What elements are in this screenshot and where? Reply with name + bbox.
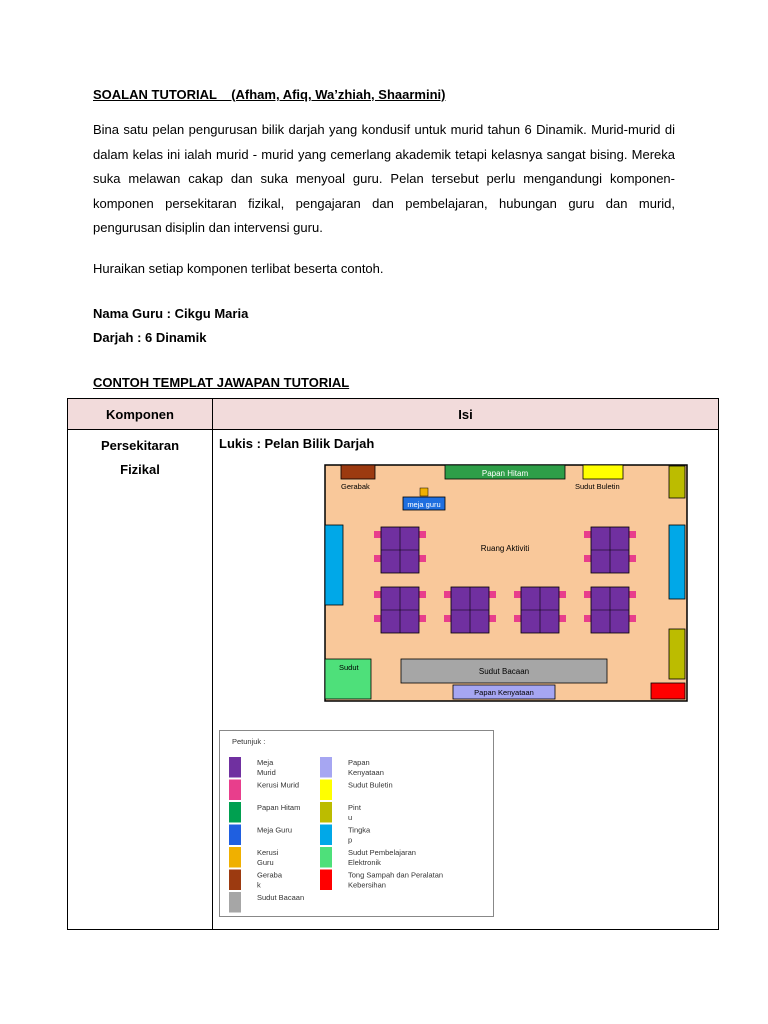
pintu-top (669, 466, 685, 498)
legend-label: Kerusi Murid (257, 780, 300, 790)
desk-cluster (584, 587, 636, 633)
legend-swatch (320, 870, 332, 891)
legend-swatch (229, 892, 241, 913)
papan-hitam-label: Papan Hitam (481, 469, 529, 478)
legend-swatch (320, 780, 332, 801)
legend-swatch (229, 870, 241, 891)
teacher-name: Nama Guru : Cikgu Maria (93, 306, 249, 321)
sudut-bacaan-label: Sudut Bacaan (478, 667, 530, 676)
tutorial-title: SOALAN TUTORIAL (Afham, Afiq, Wa’zhiah, Shaarmini) (93, 87, 446, 102)
papan-kenyataan-label: Papan Kenyataan (474, 688, 534, 697)
legend-label: Papan Kenyataan (348, 758, 384, 777)
legend-swatch (229, 847, 241, 868)
question-paragraph: Bina satu pelan pengurusan bilik darjah yang kondusif untuk murid tahun 6 Dinamik. Murid-murid di dalam kelas ini ialah murid - murid yang cemerlang akademik tetapi kelasnya sangat bising. Mereka suka melawan cakap dan suka menyoal guru. Pelan tersebut perlu mengandungi komponen-komponen persekitaran fizikal, pengajaran dan pembelajaran, hubungan guru dan murid, pengurusan disiplin dan intervensi guru. (93, 122, 675, 235)
legend-label: Meja Murid (257, 758, 276, 777)
chair (584, 615, 591, 622)
meja-guru-label: meja guru (407, 500, 441, 509)
legend-label: Papan Hitam (257, 803, 301, 812)
tong-sampah (651, 683, 685, 699)
chair (419, 615, 426, 622)
legend-label: Kerusi Guru (257, 848, 279, 867)
classroom-floor-plan (323, 463, 688, 703)
legend-swatch (320, 825, 332, 846)
chair (559, 591, 566, 598)
chair (419, 591, 426, 598)
legend-label: Meja Guru (257, 825, 293, 835)
sudut-buletin-block (583, 465, 623, 479)
chair (374, 531, 381, 538)
gerabak-block (341, 465, 375, 479)
legend-swatch (229, 802, 241, 823)
chair (629, 555, 636, 562)
legend-swatch (320, 757, 332, 778)
template-heading: CONTOH TEMPLAT JAWAPAN TUTORIAL (93, 375, 350, 390)
header-komponen: Komponen (68, 399, 213, 430)
legend-label: Tingka p (348, 825, 371, 845)
instruction-text: Huraikan setiap komponen terlibat beserta contoh. (93, 261, 384, 276)
chair (584, 531, 591, 538)
chair (419, 555, 426, 562)
chair (444, 591, 451, 598)
legend-label: Sudut Buletin (348, 780, 393, 790)
legend-label: Sudut Pembelajaran Elektronik (348, 848, 416, 867)
chair (489, 591, 496, 598)
chair (374, 555, 381, 562)
legend-swatch (229, 780, 241, 801)
legend-swatch (320, 802, 332, 823)
chair (514, 591, 521, 598)
component-line1: Persekitaran (100, 438, 180, 453)
table-row (68, 430, 719, 930)
component-line2: Fizikal (120, 462, 160, 477)
legend-swatch (320, 847, 332, 868)
legend-box (219, 730, 495, 918)
chair (629, 531, 636, 538)
component-cell (68, 430, 213, 930)
legend-swatch (229, 825, 241, 846)
ruang-aktiviti-label: Ruang Aktiviti (480, 544, 530, 553)
chair (374, 615, 381, 622)
chair (629, 615, 636, 622)
chair (629, 591, 636, 598)
chair (419, 531, 426, 538)
chair (584, 591, 591, 598)
class-name: Darjah : 6 Dinamik (93, 330, 207, 345)
header-isi: Isi (213, 399, 719, 430)
desk-cluster (514, 587, 566, 633)
legend-title: Petunjuk : (232, 737, 266, 746)
table-header-row (68, 399, 719, 430)
desk-cluster (374, 587, 426, 633)
desk-cluster (584, 527, 636, 573)
sudut-label: Sudut (339, 663, 359, 672)
chair (374, 591, 381, 598)
chair (514, 615, 521, 622)
pintu-bottom (669, 629, 685, 679)
chair (444, 615, 451, 622)
sudut-buletin-label: Sudut Buletin (575, 482, 620, 491)
desk-cluster (444, 587, 496, 633)
legend-label: Geraba k (257, 870, 283, 890)
legend-swatch (229, 757, 241, 778)
isi-cell (213, 430, 719, 930)
legend-label: Pint u (348, 803, 361, 822)
teacher-chair (420, 488, 428, 496)
tingkap-right (669, 525, 685, 599)
legend-label: Tong Sampah dan Peralatan Kebersihan (348, 870, 444, 890)
drawing-title: Lukis : Pelan Bilik Darjah (219, 436, 375, 451)
chair (559, 615, 566, 622)
tingkap-left (325, 525, 343, 605)
chair (489, 615, 496, 622)
chair (584, 555, 591, 562)
desk-cluster (374, 527, 426, 573)
gerabak-label: Gerabak (341, 482, 370, 491)
answer-table (67, 398, 719, 930)
legend-label: Sudut Bacaan (257, 893, 305, 902)
